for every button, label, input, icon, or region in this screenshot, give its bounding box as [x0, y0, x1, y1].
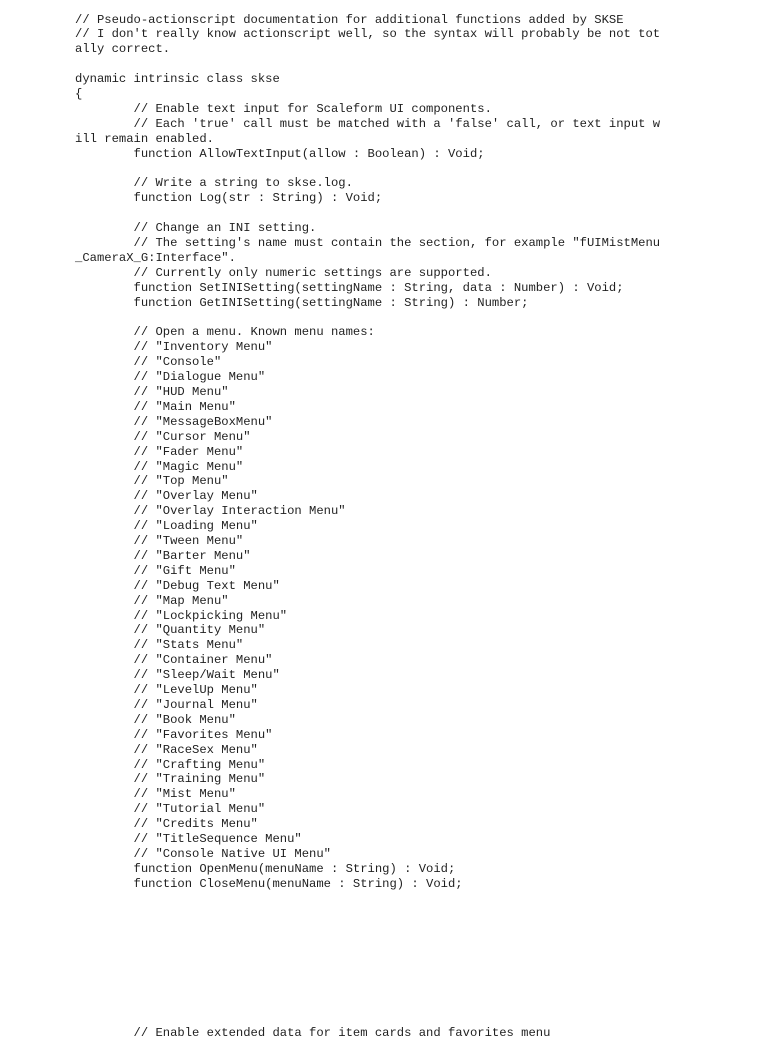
code-line: // "Map Menu" — [75, 593, 229, 608]
code-line: ill remain enabled. — [75, 131, 214, 146]
code-line: // "Sleep/Wait Menu" — [75, 668, 280, 683]
code-line: // Write a string to skse.log. — [75, 176, 353, 191]
code-line: // "Crafting Menu" — [75, 757, 266, 772]
code-line: function GetINISetting(settingName : String) : Number; — [75, 295, 529, 310]
code-line: // "Credits Menu" — [75, 817, 258, 832]
code-line: // "Journal Menu" — [75, 697, 258, 712]
code-line: // "Barter Menu" — [75, 548, 251, 563]
code-line: function OpenMenu(menuName : String) : Void; — [75, 861, 456, 876]
code-line: // Currently only numeric settings are supported. — [75, 265, 492, 280]
code-line: // "Book Menu" — [75, 712, 236, 727]
code-line: // "Lockpicking Menu" — [75, 608, 288, 623]
code-line: // "Console" — [75, 355, 222, 370]
code-line: // "Stats Menu" — [75, 638, 244, 653]
code-line: function CloseMenu(menuName : String) : Void; — [75, 876, 463, 891]
code-line: // "Cursor Menu" — [75, 429, 251, 444]
code-line: function SetINISetting(settingName : String, data : Number) : Void; — [75, 280, 624, 295]
code-line: // "Console Native UI Menu" — [75, 846, 331, 861]
code-line: // "Favorites Menu" — [75, 727, 273, 742]
code-line: // "Loading Menu" — [75, 519, 258, 534]
code-line: // Open a menu. Known menu names: — [75, 325, 375, 340]
code-line: // "Dialogue Menu" — [75, 370, 266, 385]
code-line: // Enable text input for Scaleform UI components. — [75, 101, 492, 116]
code-line: // "Debug Text Menu" — [75, 578, 280, 593]
code-line: // "MessageBoxMenu" — [75, 414, 273, 429]
code-line: // "Training Menu" — [75, 772, 266, 787]
code-line: function AllowTextInput(allow : Boolean) : Void; — [75, 146, 485, 161]
code-line: // "Tween Menu" — [75, 534, 244, 548]
code-line: function Log(str : String) : Void; — [75, 191, 383, 206]
code-line: // "Mist Menu" — [75, 787, 236, 802]
code-line: // Change an INI setting. — [75, 221, 317, 236]
code-line: ally correct. — [75, 42, 171, 57]
code-line: // "Inventory Menu" — [75, 340, 273, 355]
code-line: // "HUD Menu" — [75, 385, 229, 399]
code-line: // "Quantity Menu" — [75, 623, 266, 638]
code-line: // "Overlay Menu" — [75, 489, 258, 504]
code-line: // I don't really know actionscript well, so the syntax will probably be not tot — [75, 27, 661, 42]
code-line: _CameraX_G:Interface". — [75, 250, 236, 265]
code-line: { — [75, 87, 83, 101]
code-line: // The setting's name must contain the section, for example "fUIMistMenu — [75, 236, 661, 250]
code-line: // "Top Menu" — [75, 474, 229, 489]
code-line: dynamic intrinsic class skse — [75, 72, 280, 87]
code-line: // Each 'true' call must be matched with a 'false' call, or text input w — [75, 116, 661, 131]
code-line: // "TitleSequence Menu" — [75, 832, 302, 846]
code-line: // "Overlay Interaction Menu" — [75, 504, 346, 519]
code-line: // Pseudo-actionscript documentation for additional functions added by SKSE — [75, 12, 624, 27]
code-line: // "Container Menu" — [75, 653, 273, 668]
code-line: // "Tutorial Menu" — [75, 802, 266, 817]
code-line: // "Gift Menu" — [75, 563, 236, 578]
code-line: // "Magic Menu" — [75, 459, 244, 474]
code-line: // Enable extended data for item cards and favorites menu — [75, 1025, 551, 1040]
code-line: // "RaceSex Menu" — [75, 742, 258, 757]
code-line: // "Fader Menu" — [75, 444, 244, 459]
code-line: // "Main Menu" — [75, 399, 236, 414]
code-line: // "LevelUp Menu" — [75, 683, 258, 697]
